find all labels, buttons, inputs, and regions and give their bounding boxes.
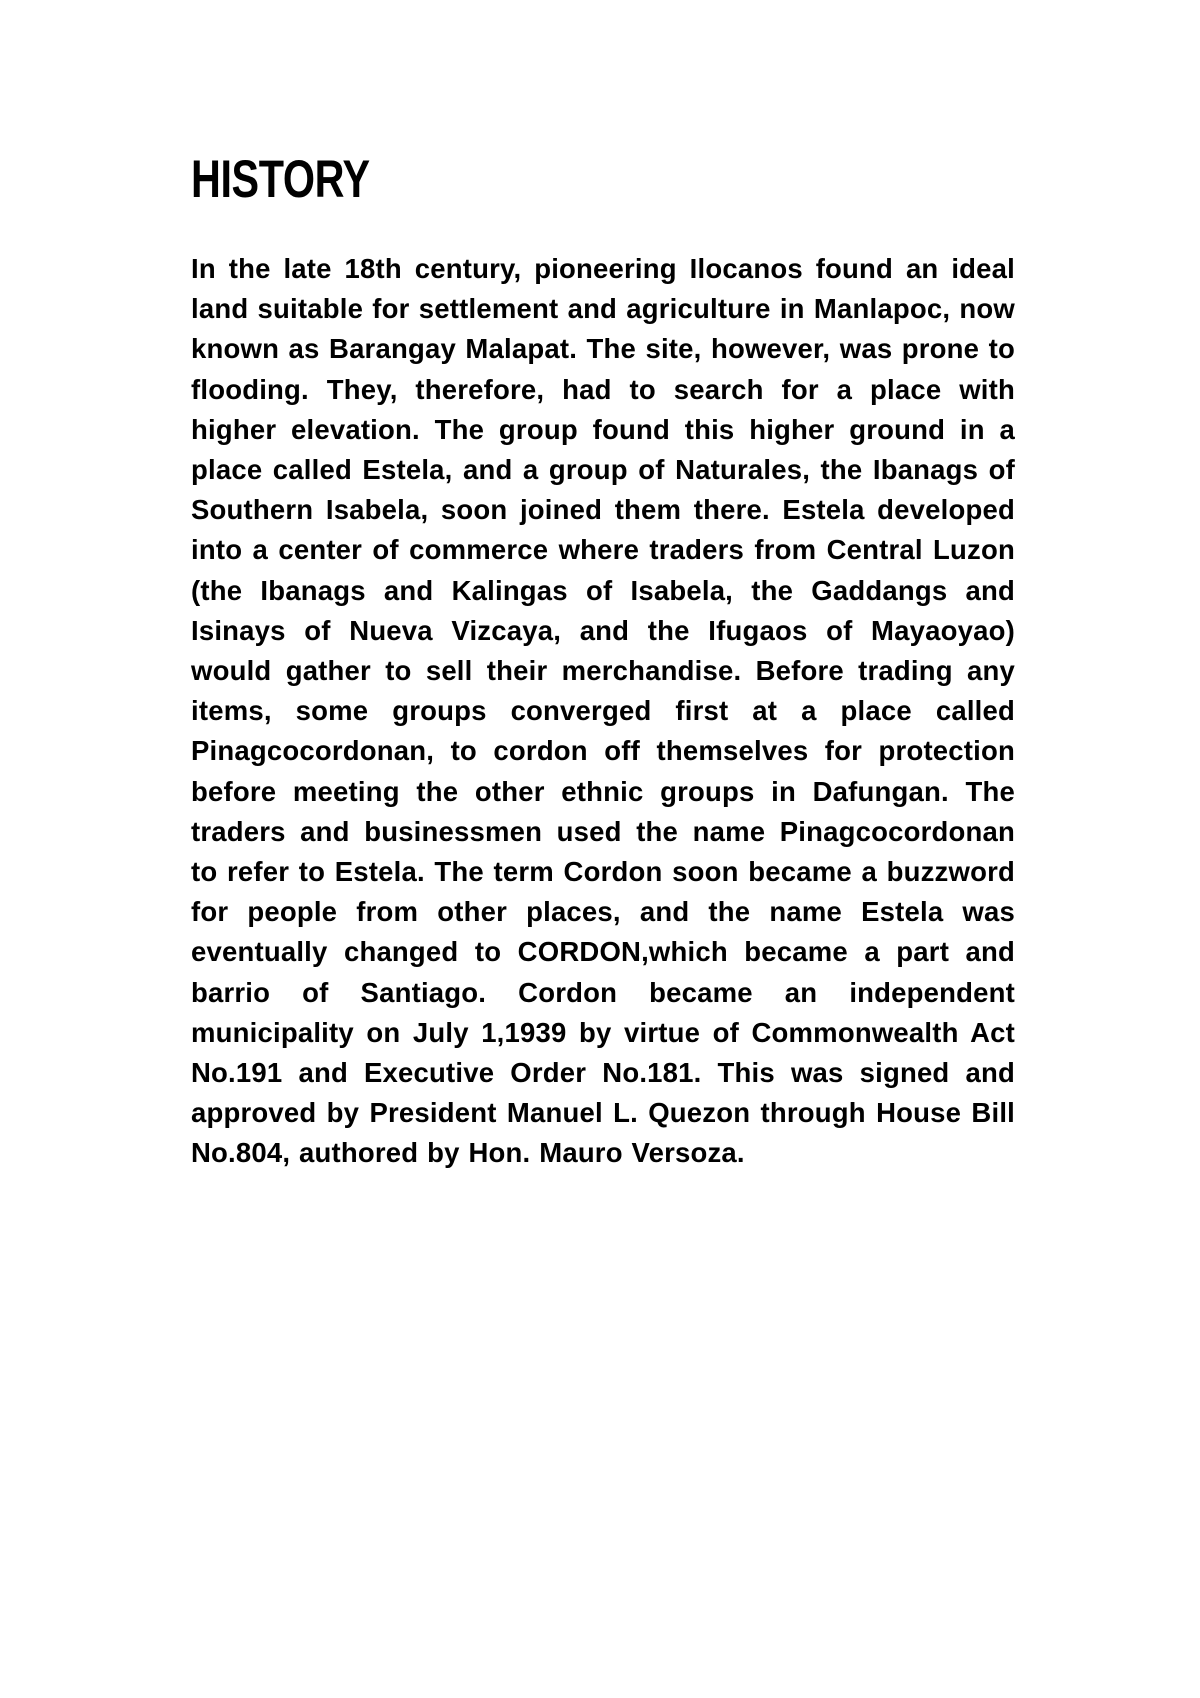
page-title: HISTORY: [191, 150, 370, 209]
history-paragraph: In the late 18th century, pioneering Ilocanos found an ideal land suitable for settlement and agriculture in Manlapoc, now known as Barangay Malapat. The site, however, was prone to flooding. They, therefore, had to search for a place with higher elevation. The group found this higher ground in a place called Estela, and a group of Naturales, the Ibanags of Southern Isabela, soon joined them there. Estela developed into a center of commerce where traders from Central Luzon (the Ibanags and Kalingas of Isabela, the Gaddangs and Isinays of Nueva Vizcaya, and the Ifugaos of Mayaoyao) would gather to sell their merchandise. Before trading any items, some groups converged first at a place called Pinagcocordonan, to cordon off themselves for protection before meeting the other ethnic groups in Dafungan. The traders and businessmen used the name Pinagcocordonan to refer to Estela. The term Cordon soon became a buzzword for people from other places, and the name Estela was eventually changed to CORDON,which became a part and barrio of Santiago. Cordon became an independent municipality on July 1,1939 by virtue of Commonwealth Act No.191 and Executive Order No.181. This was signed and approved by President Manuel L. Quezon through House Bill No.804, authored by Hon. Mauro Versoza.: [191, 253, 1015, 1169]
